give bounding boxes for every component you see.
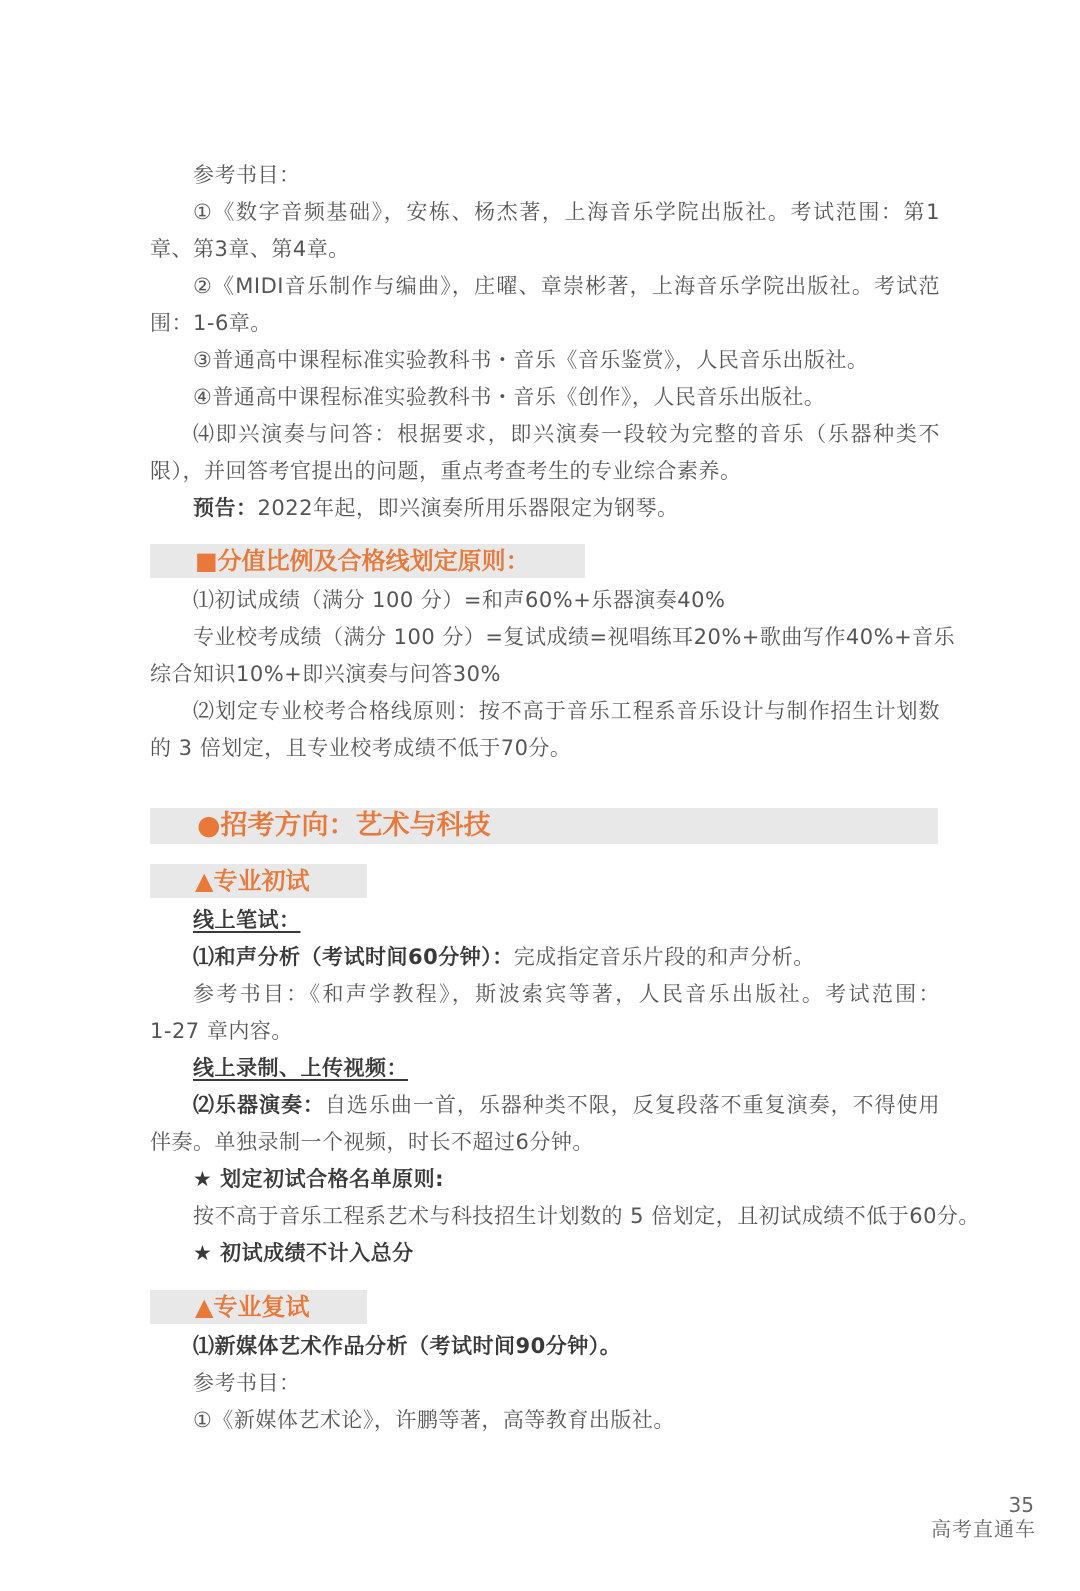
online-video-label	[193, 1050, 940, 1087]
prelim-item1	[193, 939, 940, 976]
prelim-star2: ★ 初试成绩不计入总分	[193, 1241, 414, 1265]
prelim-item1-bold: ⑴和声分析（考试时间60分钟）：	[193, 945, 514, 969]
online-written-label	[193, 902, 940, 939]
online-video: 线上录制、上传视频：	[193, 1056, 408, 1080]
book1-line2: 章、第3章、第4章。	[150, 237, 350, 261]
online-written: 线上笔试：	[193, 908, 301, 932]
prelim-heading: ▲专业初试	[195, 867, 310, 895]
item4-line1: ⑷即兴演奏与问答：根据要求，即兴演奏一段较为完整的音乐（乐器种类不	[193, 422, 940, 446]
score-line4: ⑵划定专业校考合格线原则：按不高于音乐工程系音乐设计与制作招生计划数	[193, 699, 940, 723]
brand-text: 高考直通车	[931, 1517, 1036, 1541]
item4-line2: 限），并回答考官提出的问题，重点考查考生的专业综合素养。	[150, 459, 742, 483]
retest-ref-label: 参考书目：	[193, 1371, 301, 1395]
score-heading: ■分值比例及合格线划定原则：	[195, 547, 530, 575]
book3: ③普通高中课程标准实验教科书・音乐《音乐鉴赏》，人民音乐出版社。	[193, 348, 869, 372]
notice-label: 预告：	[193, 496, 258, 520]
book2-line2: 围：1-6章。	[150, 311, 272, 335]
score-line3: 综合知识10%+即兴演奏与问答30%	[150, 662, 501, 686]
retest-heading: ▲专业复试	[195, 1293, 310, 1321]
prelim-item2-bold: ⑵乐器演奏：	[193, 1093, 325, 1117]
retest-item1: ⑴新媒体艺术作品分析（考试时间90分钟）。	[193, 1334, 622, 1358]
page-number: 35	[1008, 1493, 1034, 1517]
prelim-item2-line2: 伴奏。单独录制一个视频，时长不超过6分钟。	[150, 1130, 594, 1154]
book4: ④普通高中课程标准实验教科书・音乐《创作》，人民音乐出版社。	[193, 385, 826, 409]
notice-text: 2022年起，即兴演奏所用乐器限定为钢琴。	[257, 496, 679, 520]
prelim-ref-line1: 参考书目：《和声学教程》，斯波索宾等著，人民音乐出版社。考试范围：	[193, 982, 940, 1006]
prelim-star1: ★ 划定初试合格名单原则:	[193, 1167, 445, 1191]
score-line5: 的 3 倍划定，且专业校考成绩不低于70分。	[150, 736, 572, 760]
prelim-rule: 按不高于音乐工程系艺术与科技招生计划数的 5 倍划定，且初试成绩不低于60分。	[193, 1204, 980, 1228]
score-line2: 专业校考成绩（满分 100 分）=复试成绩=视唱练耳20%+歌曲写作40%+音乐	[193, 625, 956, 649]
score-line1: ⑴初试成绩（满分 100 分）=和声60%+乐器演奏40%	[193, 588, 726, 612]
ref-books-label: 参考书目：	[193, 163, 301, 187]
book2-line1: ②《MIDI音乐制作与编曲》，庄曜、章崇彬著，上海音乐学院出版社。考试范	[193, 274, 940, 298]
retest-book1: ①《新媒体艺术论》，许鹏等著，高等教育出版社。	[193, 1408, 675, 1432]
prelim-item2-text1: 自选乐曲一首，乐器种类不限，反复段落不重复演奏，不得使用	[324, 1093, 941, 1117]
notice-line	[193, 490, 940, 527]
prelim-item2-line1	[193, 1087, 940, 1124]
prelim-item1-text: 完成指定音乐片段的和声分析。	[513, 945, 815, 969]
direction-heading: ●招考方向：艺术与科技	[197, 810, 491, 841]
book1-line1: ①《数字音频基础》，安栋、杨杰著，上海音乐学院出版社。考试范围：第1	[193, 200, 940, 224]
prelim-ref-line2: 1-27 章内容。	[150, 1019, 293, 1043]
